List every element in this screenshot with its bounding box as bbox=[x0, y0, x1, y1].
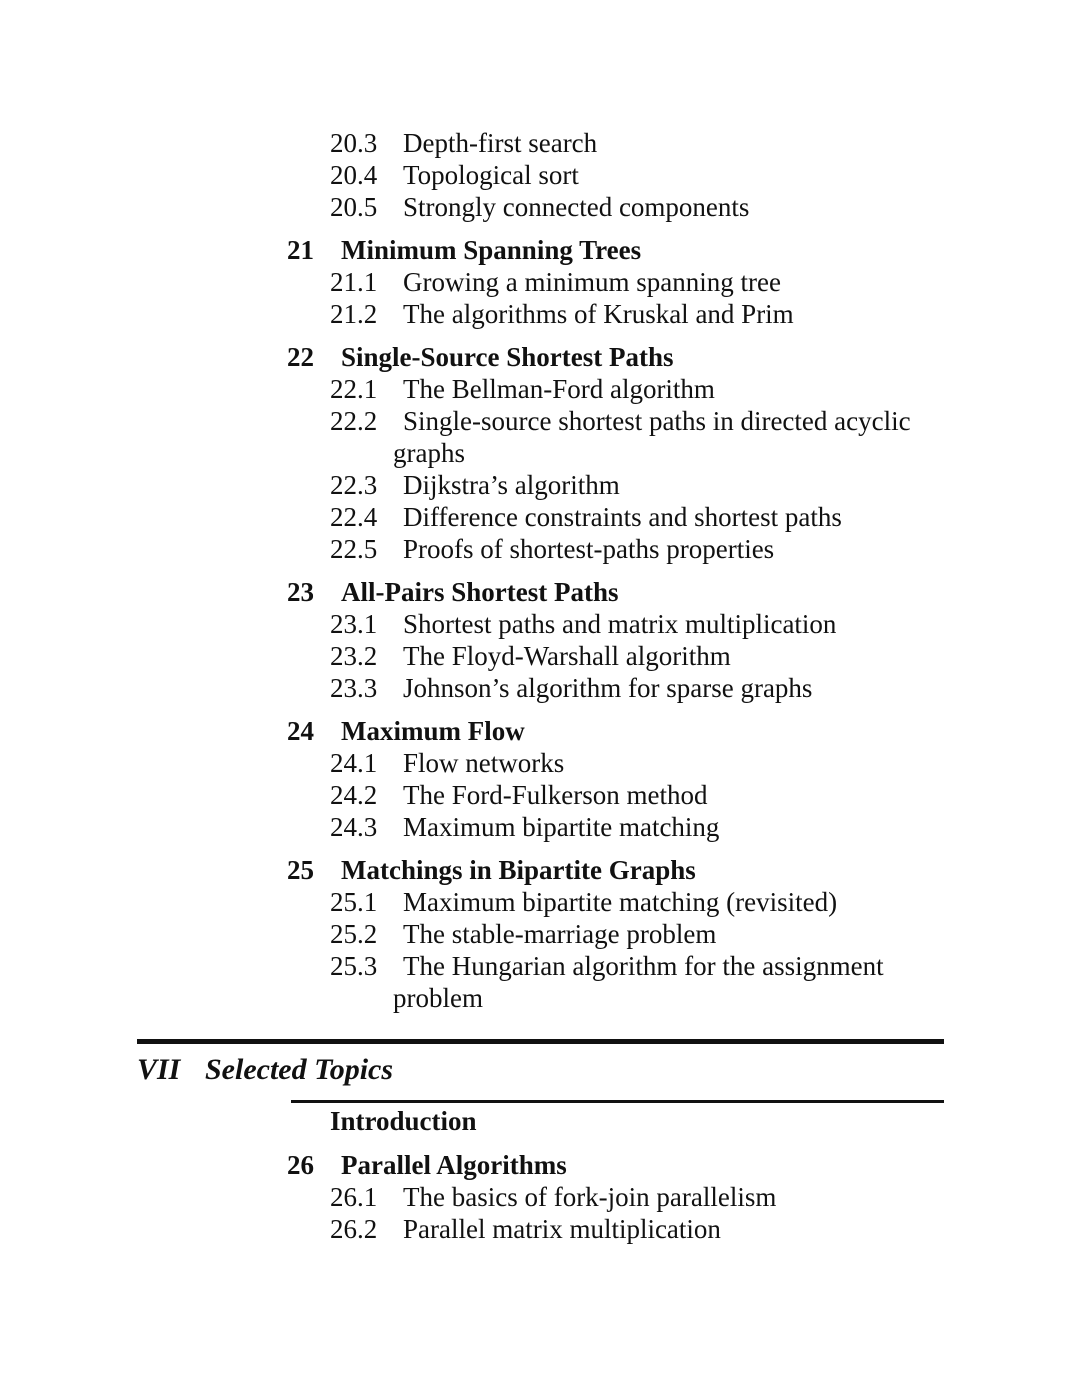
section-title: The Ford-Fulkerson method bbox=[403, 780, 708, 810]
section-title: Difference constraints and shortest paths bbox=[403, 502, 842, 532]
chapter-number: 22 bbox=[287, 342, 314, 372]
section-number: 21.1 bbox=[330, 267, 378, 297]
chapter-title: Matchings in Bipartite Graphs bbox=[341, 855, 696, 885]
section-number: 24.3 bbox=[330, 812, 378, 842]
chapter-number: 25 bbox=[287, 855, 314, 885]
section-title: The Floyd-Warshall algorithm bbox=[403, 641, 731, 671]
section-title: Strongly connected components bbox=[403, 192, 750, 222]
chapter-number: 26 bbox=[287, 1150, 314, 1180]
section-number: 21.2 bbox=[330, 299, 378, 329]
chapter-title: All-Pairs Shortest Paths bbox=[341, 577, 619, 607]
section-title: The Hungarian algorithm for the assignment bbox=[403, 951, 884, 981]
part-number: VII bbox=[137, 1053, 181, 1086]
section-title: Parallel matrix multiplication bbox=[403, 1214, 721, 1244]
section-title: Shortest paths and matrix multiplication bbox=[403, 609, 837, 639]
section-number: 22.2 bbox=[330, 406, 378, 436]
chapter-number: 21 bbox=[287, 235, 314, 265]
section-number: 23.2 bbox=[330, 641, 378, 671]
section-title-continuation: problem bbox=[393, 983, 483, 1013]
introduction-rule bbox=[291, 1100, 944, 1103]
section-title: The Bellman-Ford algorithm bbox=[403, 374, 715, 404]
section-title: Flow networks bbox=[403, 748, 565, 778]
section-number: 25.1 bbox=[330, 887, 378, 917]
part-title: Selected Topics bbox=[205, 1053, 394, 1086]
section-number: 20.3 bbox=[330, 128, 378, 158]
section-title: Maximum bipartite matching bbox=[403, 812, 720, 842]
section-title-continuation: graphs bbox=[393, 438, 465, 468]
section-number: 24.2 bbox=[330, 780, 378, 810]
section-title: Proofs of shortest-paths properties bbox=[403, 534, 775, 564]
section-title: Dijkstra’s algorithm bbox=[403, 470, 620, 500]
section-title: The basics of fork-join parallelism bbox=[403, 1182, 777, 1212]
section-number: 20.4 bbox=[330, 160, 378, 190]
section-title: Topological sort bbox=[403, 160, 579, 190]
section-title: The stable-marriage problem bbox=[403, 919, 717, 949]
section-number: 25.3 bbox=[330, 951, 378, 981]
section-number: 22.5 bbox=[330, 534, 378, 564]
part-divider-rule bbox=[137, 1039, 944, 1044]
section-title: Maximum bipartite matching (revisited) bbox=[403, 887, 838, 917]
chapter-title: Single-Source Shortest Paths bbox=[341, 342, 674, 372]
section-number: 22.4 bbox=[330, 502, 378, 532]
chapter-number: 23 bbox=[287, 577, 314, 607]
section-number: 20.5 bbox=[330, 192, 378, 222]
section-title: The algorithms of Kruskal and Prim bbox=[403, 299, 794, 329]
part-introduction: Introduction bbox=[330, 1106, 477, 1136]
section-title: Single-source shortest paths in directed acyclic bbox=[403, 406, 911, 436]
section-number: 22.3 bbox=[330, 470, 378, 500]
section-title: Growing a minimum spanning tree bbox=[403, 267, 781, 297]
section-number: 26.1 bbox=[330, 1182, 378, 1212]
section-number: 24.1 bbox=[330, 748, 378, 778]
section-number: 23.1 bbox=[330, 609, 378, 639]
section-number: 23.3 bbox=[330, 673, 378, 703]
part-heading bbox=[137, 1052, 393, 1088]
section-title: Depth-first search bbox=[403, 128, 598, 158]
chapter-number: 24 bbox=[287, 716, 314, 746]
section-title: Johnson’s algorithm for sparse graphs bbox=[403, 673, 813, 703]
chapter-title: Minimum Spanning Trees bbox=[341, 235, 642, 265]
section-number: 22.1 bbox=[330, 374, 378, 404]
section-number: 26.2 bbox=[330, 1214, 378, 1244]
section-number: 25.2 bbox=[330, 919, 378, 949]
chapter-title: Parallel Algorithms bbox=[341, 1150, 567, 1180]
chapter-title: Maximum Flow bbox=[341, 716, 525, 746]
